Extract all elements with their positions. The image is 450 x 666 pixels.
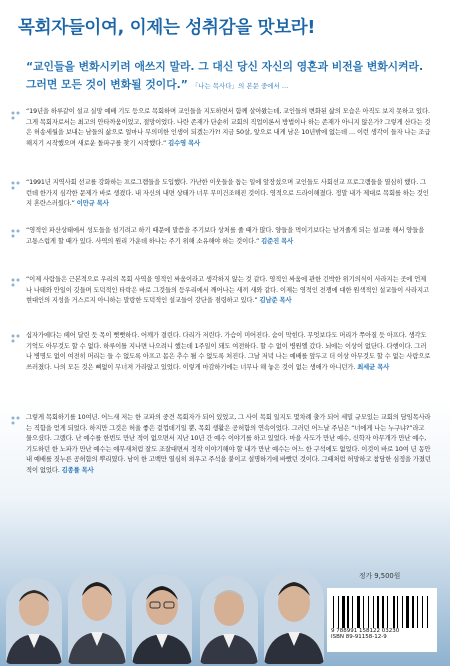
author-portraits: [6, 558, 326, 664]
intro-quote-source: 「나는 목사다」의 본문 중에서 …: [191, 82, 289, 90]
barcode-stripe: [340, 596, 341, 628]
testimonial-author: 김종률 목사: [61, 466, 94, 474]
testimonial-author: 김준진 목사: [261, 237, 294, 245]
testimonial-quote: [26, 178, 431, 210]
barcode-stripe: [350, 596, 351, 628]
testimonial-quote: [26, 413, 431, 477]
barcode-stripe: [385, 596, 386, 628]
barcode-stripe: [352, 596, 353, 628]
dots-icon: [10, 110, 24, 122]
testimonial-quote: [26, 107, 431, 149]
barcode-stripe: [399, 596, 401, 628]
portrait-photo: [68, 570, 126, 664]
testimonial-author: 이만규 목사: [76, 200, 109, 208]
barcode-digits: 9 788991 158122 03230: [331, 628, 400, 634]
barcode-stripe: [382, 596, 384, 628]
cover-headline: 목회자들이여, 이제는 성취감을 맛보라!: [18, 18, 316, 38]
dots-icon: [10, 228, 24, 240]
barcode-stripe: [342, 596, 345, 628]
barcode-stripe: [333, 596, 334, 628]
portrait-photo: [6, 578, 62, 664]
barcode-stripe: [393, 596, 395, 628]
barcode-stripe: [338, 596, 339, 628]
barcode-stripe: [419, 596, 421, 628]
barcode-stripe: [335, 596, 337, 628]
barcode-stripe: [346, 596, 347, 628]
portrait-photo: [264, 570, 324, 664]
barcode-stripe: [427, 596, 428, 628]
barcode-stripe: [373, 596, 374, 628]
testimonial-quote: [26, 331, 431, 373]
portrait-photo: [132, 574, 192, 664]
barcode-stripe: [365, 596, 367, 628]
testimonial-text: 그렇게 목회하기를 10여년. 어느새 저는 한 교파의 중견 목회자가 되어 있었고, 그 사이 목회 일지도 몇차례 출가 되어 세밀 규모있는 교회의 담임목사라는 직함을 얻게 되었다. 하지만 그것은 허울 좋은 겉껍데기일 뿐, 목회 생활은 공허함의 연속이었다. 그러던 어느날 주님은 “너에게 나는 누구냐?”라고 물으셨다. 그랬다. 난 예수를 한번도 만난 적이 없으면서 지난 10년 간 예수 이야기를 하고 있었다. 마을 사도가 만난 예수, 신학자 아무개가 만난 예수, 기도하던 한 노파가 만난 예수는 얘무새처럼 잘도 조잘대면서 정작 이야기해야 할 내가 만난 예수는 어느 한 구석에도 없었다. 이것이 바로 10여 년 동안 내 예배를 짓누른 공허함의 뿌리였다. 남이 한 고백만 열심히 외우고 주석을 붙이고 설명하기에 바빴던 것이다. 그때처럼 허망하고 참담한 심정을 가졌던 적이 없었다.: [26, 414, 431, 474]
portrait-photo: [200, 576, 258, 664]
barcode-stripe: [377, 596, 379, 628]
barcode-stripe: [361, 596, 362, 628]
barcode-stripe: [404, 596, 405, 628]
barcode-stripe: [380, 596, 381, 628]
testimonial-text: “영적인 파산상태에서 성도들을 섬기려고 하기 때문에 말씀을 주기보다 상처를 줄 때가 많다. 양들을 먹이기보다는 남겨줄게 되는 설교를 해서 양들을 고통스럽게 할 때가 있다. 사역의 원리 가운데 하나는 주기 위해 소유해야 하는 것이다.”: [26, 227, 425, 245]
testimonial-author: 김수영 목사: [168, 139, 201, 147]
barcode-stripe: [417, 596, 418, 628]
barcode-stripe: [397, 596, 398, 628]
barcode-stripe: [363, 596, 364, 628]
price-label: 정가 9,500원: [359, 572, 401, 580]
testimonial-text: “1991년 지역사회 선교를 강화하는 프로그램들을 도입했다. 가난한 이웃들을 돕는 일에 앞장섰으며 교인들도 사회선교 프로그램들을 열심히 했다. 그런데 한가지 심각한 문제가 바로 생겼다. 내 자신의 내면 상태가 너무 무미건조해진 것이다. 영적으로 드라이해졌다. 정말 내가 제대로 목회를 하는 것인지 혼란스러웠다.”: [26, 179, 429, 208]
barcode-bars: [327, 588, 437, 628]
barcode-stripe: [396, 596, 397, 628]
dots-icon: [10, 277, 24, 289]
dots-icon: [10, 333, 24, 345]
testimonial-text: “이제 사람들은 근본적으로 우리의 목회 사역을 영적인 싸움이라고 생각하지 않는 것 같다. 영적인 싸움에 관한 긴박한 위기의식이 사라지는 곳에 언제나 나태와 안일이 깃들며 도덕적인 타락은 바로 그것들의 등우리에서 깨어나는 새끼 새와 같다. 이제는 영적인 전쟁에 대한 원색적인 설교들이 사라지고 현대인의 지성을 거스르지 아니하는 말랑한 도덕적인 설교들이 강단을 점령하고 있다.”: [26, 276, 429, 305]
barcode-stripe: [402, 596, 403, 628]
testimonial-quote: [26, 275, 431, 307]
barcode-stripe: [357, 596, 360, 628]
barcode-stripe: [370, 596, 373, 628]
testimonial-text: “19년을 하루같이 설교 실망 예배 기도 등으로 목회하며 교인들을 지도하면서 함께 살아왔는데, 교인들의 변화된 삶의 모습은 아직도 보지 못하고 있다. 그게 목회자로서는 최고의 안타까움이었고, 절망이었다. 나란 존재가 단순히 교회의 직업이론서 방법이나 하는 존재가 아니지 않은가? 그렇게 산다는 것은 허송세월을 보내는 남들의 삶으로 얼마나 무의미한 인생이 되겠는가?! 지금 50살, 앞으로 내게 남은 10년밖에 없는데 … 이런 생각이 들자 나는 조급해지기 시작했으며 새로운 돌파구를 찾기 시작했다.”: [26, 108, 431, 147]
barcode-stripe: [347, 596, 349, 628]
intro-quote-text: “교인들을 변화시키려 애쓰지 말라. 그 대신 당신 자신의 영혼과 비전을 변화시켜라. 그러면 모든 것이 변화될 것이다.”: [26, 60, 424, 91]
barcode-stripe: [422, 596, 423, 628]
barcode-stripe: [429, 596, 430, 628]
testimonial-quote: [26, 226, 431, 247]
testimonial-author: 김남준 목사: [259, 297, 292, 305]
testimonial-text: 십자가에다는 떼어 달린 듯 목이 뻣뻣하다. 어깨가 결린다. 다리가 저린다. 가슴이 미어진다. 숨이 막힌다. 무엇보다도 머리가 쭈아질 듯 아프다. 생각도 기억도 아무것도 할 수 없다. 하루이틀 지나면 나으려니 했는데 1주일이 돼도 여전하다. 할 수 없이 병원엘 갔다. 뇌에는 이상이 없단다. 다행이다. 그러나 병명도 없이 여전히 머리는 들 수 없도록 아프고 몸은 추수 될 수 없도록 처진다. 그날 저녁 나는 예배를 앞두고 더 이상 아무것도 할 수 없는 사람으로 쓰러졌다. 나의 모든 것은 뼈없이 무너져 가라앉고 있었다. 이렇게 마감하기에는 너무나 해 놓은 것이 없는 생애가 아니던가.: [26, 332, 431, 371]
barcode-stripe: [415, 596, 416, 628]
intro-quote: [26, 58, 431, 95]
barcode-stripe: [389, 596, 392, 628]
barcode-stripe: [406, 596, 409, 628]
dots-icon: [10, 180, 24, 192]
barcode-stripe: [375, 596, 376, 628]
barcode-stripe: [412, 596, 414, 628]
isbn-barcode: [327, 588, 437, 652]
barcode-stripe: [423, 596, 426, 628]
barcode-stripe: [368, 596, 369, 628]
dots-icon: [10, 415, 24, 427]
barcode-stripe: [410, 596, 411, 628]
barcode-stripe: [354, 596, 356, 628]
testimonial-author: 최세균 목사: [357, 363, 390, 371]
barcode-stripe: [387, 596, 388, 628]
isbn-number: ISBN 89-91158-12-9: [331, 634, 387, 640]
